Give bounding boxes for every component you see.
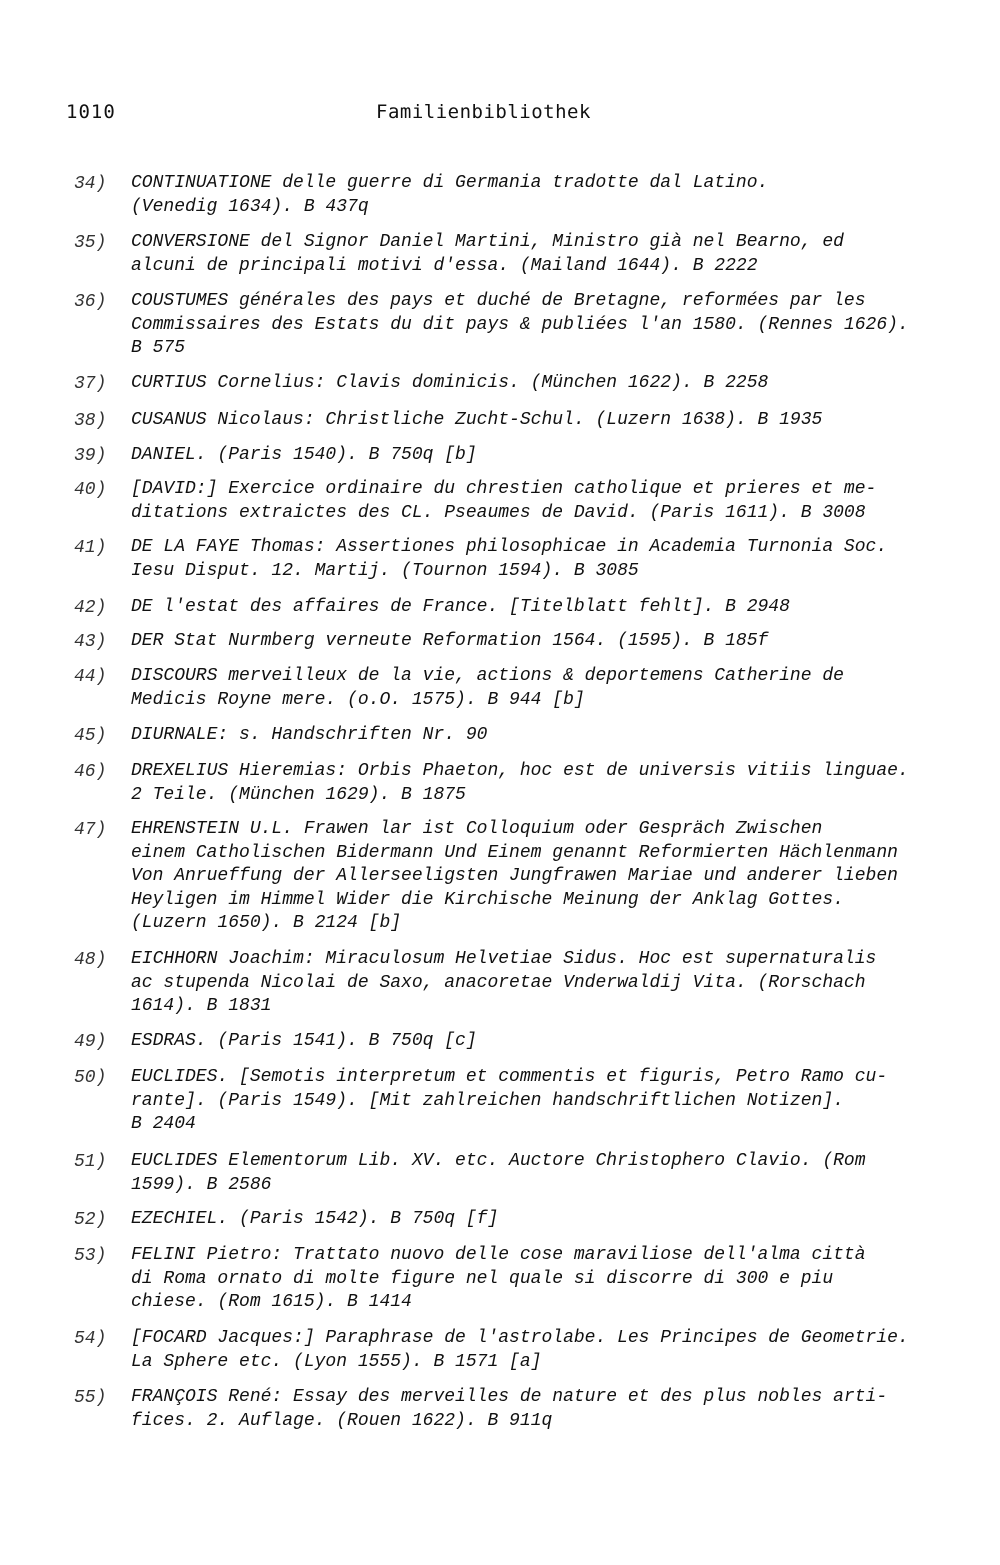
entry-number: 36) xyxy=(74,292,107,312)
entry-number: 50) xyxy=(74,1068,107,1088)
entry-number: 55) xyxy=(74,1388,107,1408)
entry-text: DE LA FAYE Thomas: Assertiones philosophicae in Academia Turnonia Soc. Iesu Disput. 12. Martij. (Tournon 1594). B 3085 xyxy=(131,537,888,581)
page-title: Familienbibliothek xyxy=(376,101,591,123)
entry-text: DE l'estat des affaires de France. [Titelblatt fehlt]. B 2948 xyxy=(131,597,790,617)
entry-number: 41) xyxy=(74,538,107,558)
entry-number: 37) xyxy=(74,374,107,394)
entry-text: EUCLIDES Elementorum Lib. XV. etc. Auctore Christophero Clavio. (Rom 1599). B 2586 xyxy=(131,1151,866,1195)
entry-number: 45) xyxy=(74,726,107,746)
entry-text: EZECHIEL. (Paris 1542). B 750q [f] xyxy=(131,1209,499,1229)
entry-number: 52) xyxy=(74,1210,107,1230)
entry-text: COUSTUMES générales des pays et duché de Bretagne, reformées par les Commissaires des Estats du dit pays & publiées l'an 1580. (Rennes 1626). B 575 xyxy=(131,291,909,358)
entry-number: 39) xyxy=(74,446,107,466)
entry-text: FELINI Pietro: Trattato nuovo delle cose maraviliose dell'alma città di Roma ornato di molte figure nel quale si discorre di 300 e piu chiese. (Rom 1615). B 1414 xyxy=(131,1245,866,1312)
entry-text: CUSANUS Nicolaus: Christliche Zucht-Schul. (Luzern 1638). B 1935 xyxy=(131,410,823,430)
entry-number: 48) xyxy=(74,950,107,970)
entry-text: CONVERSIONE del Signor Daniel Martini, Ministro già nel Bearno, ed alcuni de principali motivi d'essa. (Mailand 1644). B 2222 xyxy=(131,232,844,276)
entry-text: EHRENSTEIN U.L. Frawen lar ist Colloquium oder Gespräch Zwischen einem Catholischen Bidermann Und Einem genannt Reformierten Hächlenmann Von Anrueffung der Allerseeligsten Jungfrawen Mariae und anderer lieben Heyligen im Himmel Wider die Kirchische Meinung der Anklag Gottes. (Luzern 1650). B 2124 [b] xyxy=(131,819,898,933)
entry-text: [FOCARD Jacques:] Paraphrase de l'astrolabe. Les Principes de Geometrie. La Sphere etc. (Lyon 1555). B 1571 [a] xyxy=(131,1328,909,1372)
entry-number: 34) xyxy=(74,174,107,194)
entry-number: 35) xyxy=(74,233,107,253)
entry-number: 38) xyxy=(74,411,107,431)
entry-text: DREXELIUS Hieremias: Orbis Phaeton, hoc est de universis vitiis linguae. 2 Teile. (München 1629). B 1875 xyxy=(131,761,909,805)
entry-text: FRANÇOIS René: Essay des merveilles de nature et des plus nobles arti- fices. 2. Auflage. (Rouen 1622). B 911q xyxy=(131,1387,888,1431)
entry-text: ESDRAS. (Paris 1541). B 750q [c] xyxy=(131,1031,477,1051)
entry-number: 44) xyxy=(74,667,107,687)
page-number: 1010 xyxy=(66,101,116,123)
entry-text: DER Stat Nurmberg verneute Reformation 1564. (1595). B 185f xyxy=(131,631,769,651)
entry-number: 51) xyxy=(74,1152,107,1172)
entry-number: 42) xyxy=(74,598,107,618)
entry-text: CONTINUATIONE delle guerre di Germania tradotte dal Latino. (Venedig 1634). B 437q xyxy=(131,173,769,217)
entry-text: DANIEL. (Paris 1540). B 750q [b] xyxy=(131,445,477,465)
entry-number: 46) xyxy=(74,762,107,782)
entry-text: EICHHORN Joachim: Miraculosum Helvetiae Sidus. Hoc est supernaturalis ac stupenda Nicolai de Saxo, anacoretae Vnderwaldij Vita. (Rorschach 1614). B 1831 xyxy=(131,949,877,1016)
entry-text: CURTIUS Cornelius: Clavis dominicis. (München 1622). B 2258 xyxy=(131,373,769,393)
entry-text: [DAVID:] Exercice ordinaire du chrestien catholique et prieres et me- ditations extraictes des CL. Pseaumes de David. (Paris 1611). B 3008 xyxy=(131,479,877,523)
entry-number: 43) xyxy=(74,632,107,652)
entry-number: 53) xyxy=(74,1246,107,1266)
entry-text: EUCLIDES. [Semotis interpretum et commentis et figuris, Petro Ramo cu- rante]. (Paris 1549). [Mit zahlreichen handschriftlichen Notizen]. B 2404 xyxy=(131,1067,888,1134)
entry-number: 49) xyxy=(74,1032,107,1052)
entry-number: 54) xyxy=(74,1329,107,1349)
entry-number: 47) xyxy=(74,820,107,840)
entry-text: DIURNALE: s. Handschriften Nr. 90 xyxy=(131,725,488,745)
entry-text: DISCOURS merveilleux de la vie, actions & deportemens Catherine de Medicis Royne mere. (o.O. 1575). B 944 [b] xyxy=(131,666,844,710)
entry-number: 40) xyxy=(74,480,107,500)
